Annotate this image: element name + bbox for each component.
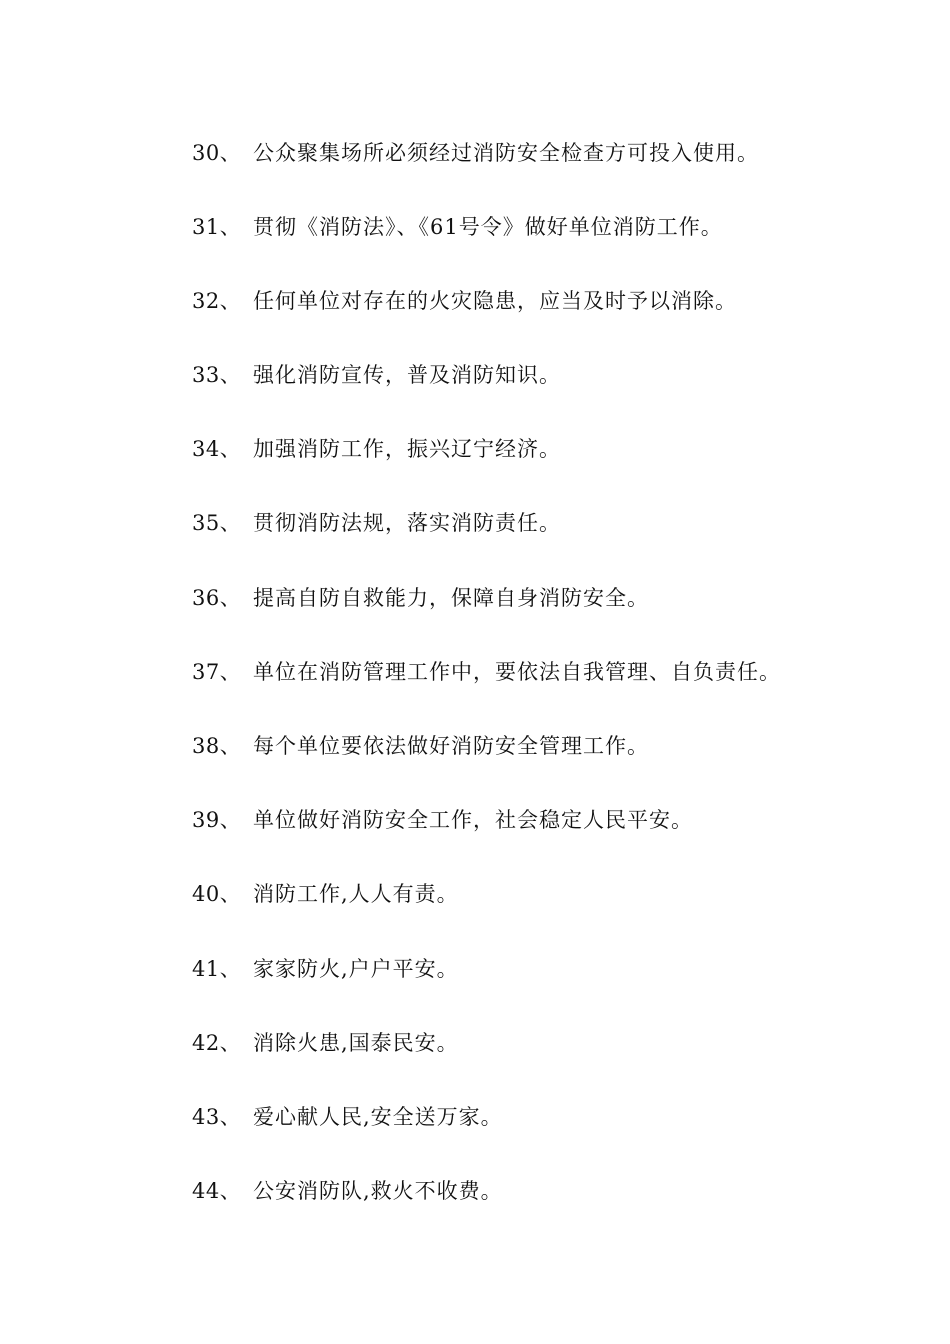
item-number: 42、 — [192, 1030, 242, 1055]
item-text: 强化消防宣传，普及消防知识。 — [253, 363, 561, 388]
item-text: 单位在消防管理工作中，要依法自我管理、自负责任。 — [253, 659, 781, 684]
list-item — [192, 133, 912, 170]
item-text: 公众聚集场所必须经过消防安全检查方可投入使用。 — [253, 140, 759, 165]
item-text: 消除火患,国泰民安。 — [253, 1030, 459, 1055]
item-number: 37、 — [192, 659, 242, 684]
list-item — [192, 281, 912, 318]
list-item — [192, 1023, 912, 1060]
item-number: 39、 — [192, 808, 242, 833]
item-number: 36、 — [192, 585, 242, 610]
list-item — [192, 430, 912, 467]
list-item — [192, 949, 912, 986]
item-text: 每个单位要依法做好消防安全管理工作。 — [253, 734, 649, 758]
item-number: 35、 — [192, 511, 242, 536]
item-text: 家家防火,户户平安。 — [253, 956, 459, 981]
item-number: 31、 — [192, 214, 242, 239]
slogan-list — [192, 133, 912, 1246]
item-number: 44、 — [192, 1179, 242, 1204]
item-text: 提高自防自救能力，保障自身消防安全。 — [253, 585, 649, 610]
list-item — [192, 207, 912, 244]
item-number: 38、 — [192, 734, 242, 758]
list-item — [192, 1172, 912, 1209]
item-number: 43、 — [192, 1104, 242, 1129]
item-number: 32、 — [192, 288, 242, 313]
list-item — [192, 1097, 912, 1134]
list-item — [192, 875, 912, 912]
item-text: 爱心献人民,安全送万家。 — [253, 1104, 503, 1129]
item-number: 30、 — [192, 140, 242, 165]
item-text: 公安消防队,救火不收费。 — [253, 1179, 503, 1204]
item-number: 41、 — [192, 956, 242, 981]
list-item — [192, 578, 912, 615]
list-item — [192, 801, 912, 838]
item-text: 贯彻《消防法》、《61号令》做好单位消防工作。 — [253, 214, 723, 239]
item-number: 33、 — [192, 363, 242, 388]
item-number: 34、 — [192, 437, 242, 462]
item-text: 贯彻消防法规，落实消防责任。 — [253, 511, 561, 536]
list-item — [192, 356, 912, 393]
item-text: 消防工作,人人有责。 — [253, 882, 459, 907]
item-text: 加强消防工作，振兴辽宁经济。 — [253, 437, 561, 462]
item-number: 40、 — [192, 882, 242, 907]
list-item — [192, 652, 912, 689]
item-text: 任何单位对存在的火灾隐患，应当及时予以消除。 — [253, 288, 737, 313]
item-text: 单位做好消防安全工作，社会稳定人民平安。 — [253, 808, 693, 833]
list-item — [192, 504, 912, 541]
list-item — [192, 727, 912, 764]
